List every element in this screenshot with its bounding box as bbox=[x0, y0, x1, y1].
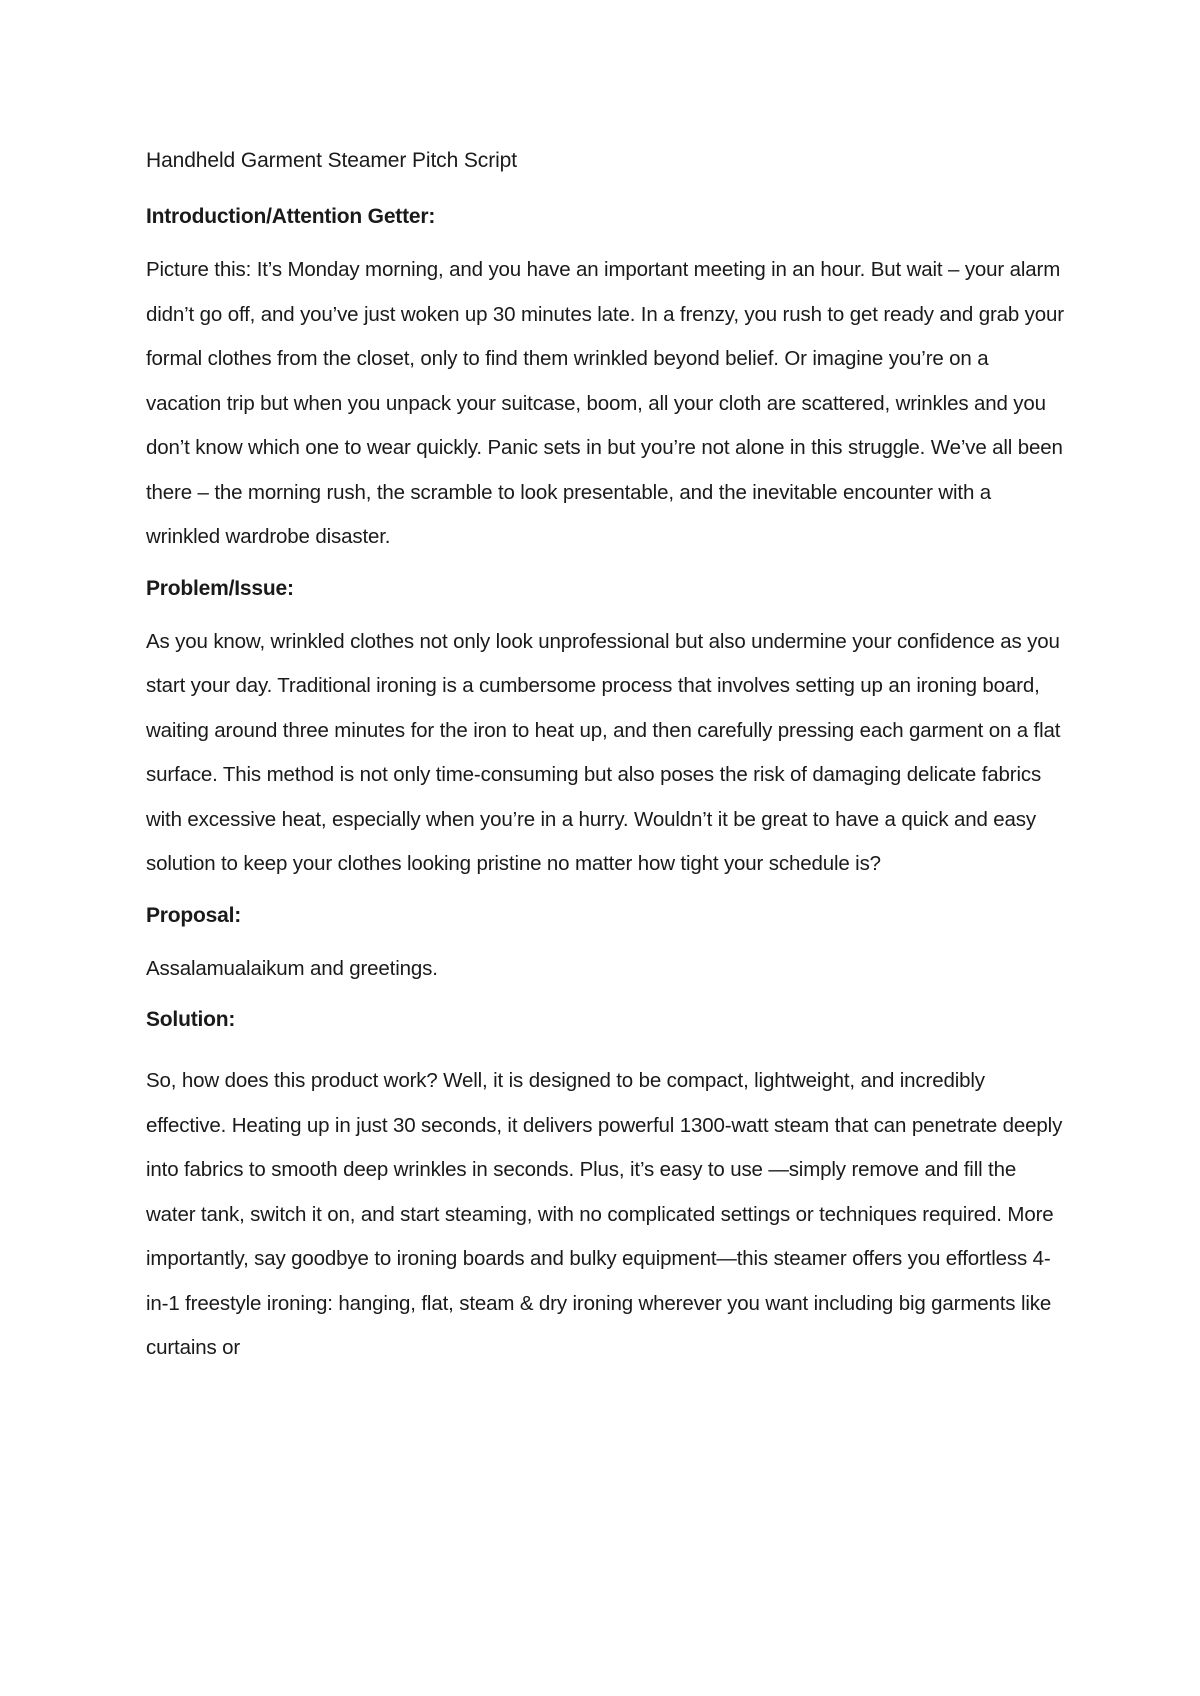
document-title: Handheld Garment Steamer Pitch Script bbox=[146, 149, 517, 172]
document-body bbox=[146, 146, 1066, 1371]
section-paragraph-problem: As you know, wrinkled clothes not only look unprofessional but also undermine your confidence as you start your day. Traditional ironing is a cumbersome process that involves setting up an ironing board, waiting around three minutes for the iron to heat up, and then carefully pressing each garment on a flat surface. This method is not only time-consuming but also poses the risk of damaging delicate fabrics with excessive heat, especially when you’re in a hurry. Wouldn’t it be great to have a quick and easy solution to keep your clothes looking pristine no matter how tight your schedule is? bbox=[146, 629, 1061, 875]
section-heading-introduction: Introduction/Attention Getter: bbox=[146, 205, 436, 228]
section-paragraph-proposal: Assalamualaikum and greetings. bbox=[146, 956, 438, 980]
section-heading-proposal: Proposal: bbox=[146, 903, 242, 927]
section-heading-problem: Problem/Issue: bbox=[146, 576, 294, 600]
section-paragraph-introduction: Picture this: It’s Monday morning, and you have an important meeting in an hour. But wait – your alarm didn’t go off, and you’ve just woken up 30 minutes late. In a frenzy, you rush to get ready and grab your formal clothes from the closet, only to find them wrinkled beyond belief. Or imagine you’re on a vacation trip but when you unpack your suitcase, boom, all your cloth are scattered, wrinkles and you don’t know which one to wear quickly. Panic sets in but you’re not alone in this struggle. We’ve all been there – the morning rush, the scramble to look presentable, and the inevitable encounter with a wrinkled wardrobe disaster. bbox=[146, 258, 1064, 548]
section-heading-solution: Solution: bbox=[146, 1008, 236, 1031]
section-paragraph-solution: So, how does this product work? Well, it is designed to be compact, lightweight, and incredibly effective. Heating up in just 30 seconds, it delivers powerful 1300-watt steam that can penetrate deeply into fabrics to smooth deep wrinkles in seconds. Plus, it’s easy to use —simply remove and fill the water tank, switch it on, and start steaming, with no complicated settings or techniques required. More importantly, say goodbye to ironing boards and bulky equipment—this steamer offers you effortless 4-in-1 freestyle ironing: hanging, flat, steam & dry ironing wherever you want including big garments like curtains or bbox=[146, 1069, 1063, 1359]
